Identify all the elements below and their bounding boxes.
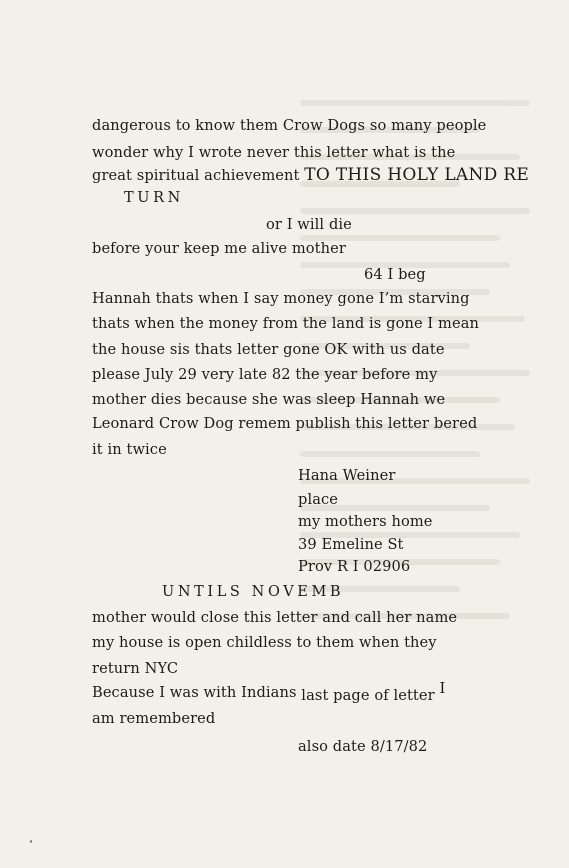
text-line-17: return NYC (92, 660, 179, 677)
text-line-16: my house is open childless to them when they (92, 634, 437, 651)
text-line-11: please July 29 very late 82 the year before my (92, 366, 438, 383)
text-line-19: am remembered (92, 710, 216, 727)
text-line-9: thats when the money from the land is gone I mean (92, 315, 480, 332)
text-line-1: dangerous to know them Crow Dogs so many people (92, 117, 487, 134)
text-line-18 (92, 680, 446, 704)
text-line-7: 64 I beg (364, 266, 426, 283)
text-line-3 (92, 167, 529, 184)
text-line-18-raised: I (439, 680, 446, 697)
text-line-5: or I will die (266, 216, 352, 233)
text-line-3-caps: TO THIS HOLY LAND RE (304, 165, 530, 185)
text-line-3-lower: great spiritual achievement (92, 167, 300, 184)
signature-label: place (298, 491, 339, 508)
text-line-14: it in twice (92, 441, 167, 458)
text-line-10: the house sis thats letter gone OK with us date (92, 341, 445, 358)
paper-mark (30, 840, 32, 843)
section-heading: UNTILS NOVEMB (162, 584, 345, 600)
signature-city: Prov R I 02906 (298, 558, 411, 575)
text-line-18-lowered: last page of letter (301, 687, 435, 704)
signature-name: Hana Weiner (298, 467, 396, 484)
text-line-4: TURN (124, 190, 184, 206)
signature-place: my mothers home (298, 513, 433, 530)
text-line-8: Hannah thats when I say money gone I’m starving (92, 290, 470, 307)
signature-street: 39 Emeline St (298, 536, 404, 553)
text-line-18-main: Because I was with Indians (92, 684, 297, 701)
text-line-6: before your keep me alive mother (92, 240, 346, 257)
text-line-12: mother dies because she was sleep Hannah we (92, 391, 446, 408)
text-line-13: Leonard Crow Dog remem publish this letter bered (92, 415, 478, 432)
date-line: also date 8/17/82 (298, 738, 428, 755)
text-line-2: wonder why I wrote never this letter what is the (92, 144, 456, 161)
text-line-15: mother would close this letter and call her name (92, 609, 458, 626)
